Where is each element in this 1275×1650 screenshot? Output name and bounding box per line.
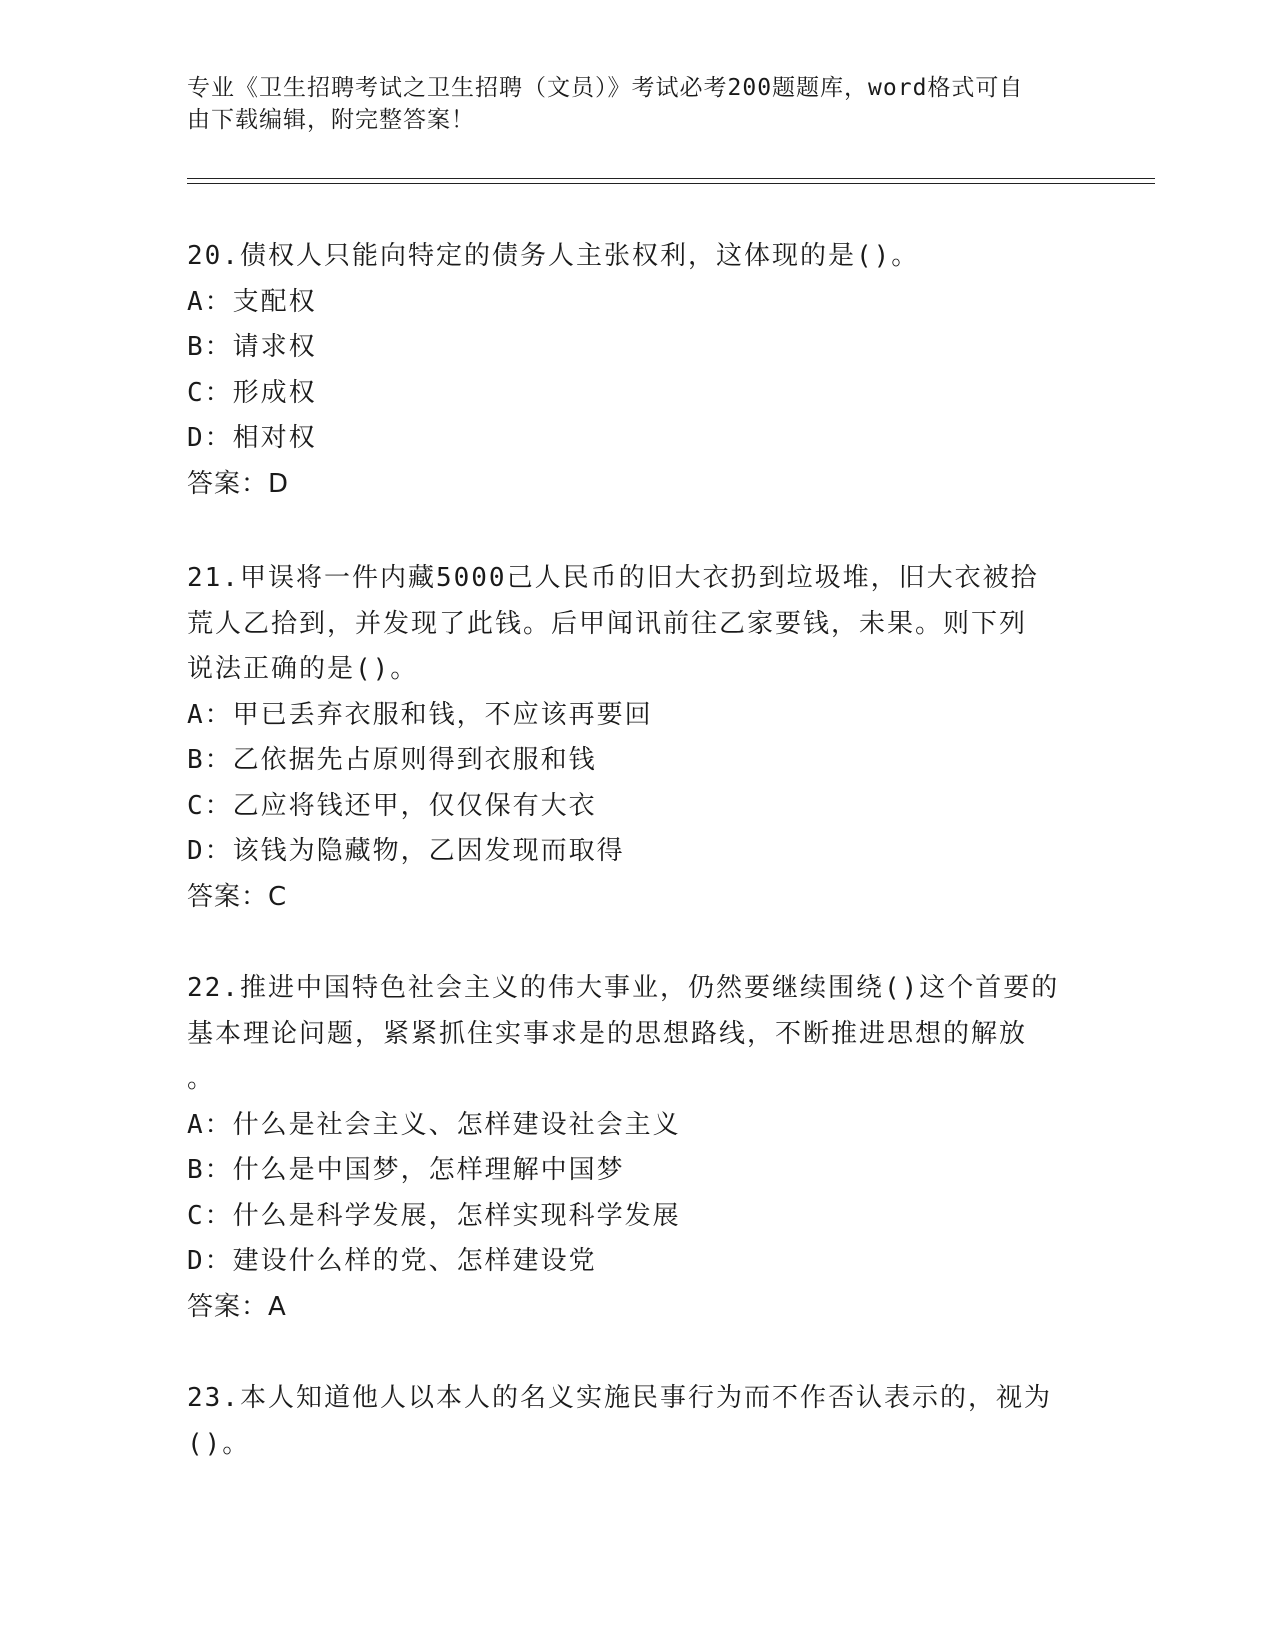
document-header — [187, 72, 1087, 136]
option-d: D：相对权 — [187, 423, 317, 453]
question-text: 23.本人知道他人以本人的名义实施民事行为而不作否认表示的，视为 — [187, 1383, 1052, 1413]
option-c: C：形成权 — [187, 377, 317, 408]
header-divider-top — [187, 178, 1155, 179]
header-divider-bottom — [187, 183, 1155, 184]
option-b: B：乙依据先占原则得到衣服和钱 — [187, 745, 597, 775]
question-text: 21.甲误将一件内藏5000己人民币的旧大衣扔到垃圾堆，旧大衣被拾 — [187, 563, 1039, 593]
header-line-2: 由下载编辑，附完整答案！ — [187, 107, 475, 133]
question-text: 荒人乙拾到，并发现了此钱。后甲闻讯前往乙家要钱，未果。则下列 — [187, 608, 1028, 639]
answer: 答案：A — [187, 1291, 287, 1322]
question-text: 基本理论问题，紧紧抓住实事求是的思想路线，不断推进思想的解放 — [187, 1018, 1028, 1049]
question-23 — [187, 1376, 1087, 1467]
question-text: 。 — [187, 1064, 216, 1094]
option-c: C：乙应将钱还甲，仅仅保有大衣 — [187, 790, 597, 821]
option-d: D：该钱为隐藏物，乙因发现而取得 — [187, 836, 625, 866]
option-d: D：建设什么样的党、怎样建设党 — [187, 1246, 597, 1276]
option-a: A：甲已丢弃衣服和钱，不应该再要回 — [187, 699, 653, 730]
answer: 答案：D — [187, 468, 290, 499]
question-text: 20.债权人只能向特定的债务人主张权利，这体现的是()。 — [187, 241, 920, 271]
header-line-1: 专业《卫生招聘考试之卫生招聘（文员）》考试必考200题题库，word格式可自 — [187, 75, 1024, 101]
question-text: 22.推进中国特色社会主义的伟大事业，仍然要继续围绕()这个首要的 — [187, 973, 1060, 1003]
question-20 — [187, 234, 1087, 507]
question-text: 说法正确的是()。 — [187, 654, 419, 684]
question-text: ()。 — [187, 1428, 251, 1459]
question-22 — [187, 966, 1087, 1330]
answer: 答案：C — [187, 881, 288, 912]
option-a: A：支配权 — [187, 286, 317, 317]
question-21 — [187, 556, 1087, 920]
option-c: C：什么是科学发展，怎样实现科学发展 — [187, 1200, 681, 1231]
option-a: A：什么是社会主义、怎样建设社会主义 — [187, 1109, 681, 1140]
option-b: B：请求权 — [187, 332, 317, 362]
option-b: B：什么是中国梦，怎样理解中国梦 — [187, 1155, 625, 1185]
